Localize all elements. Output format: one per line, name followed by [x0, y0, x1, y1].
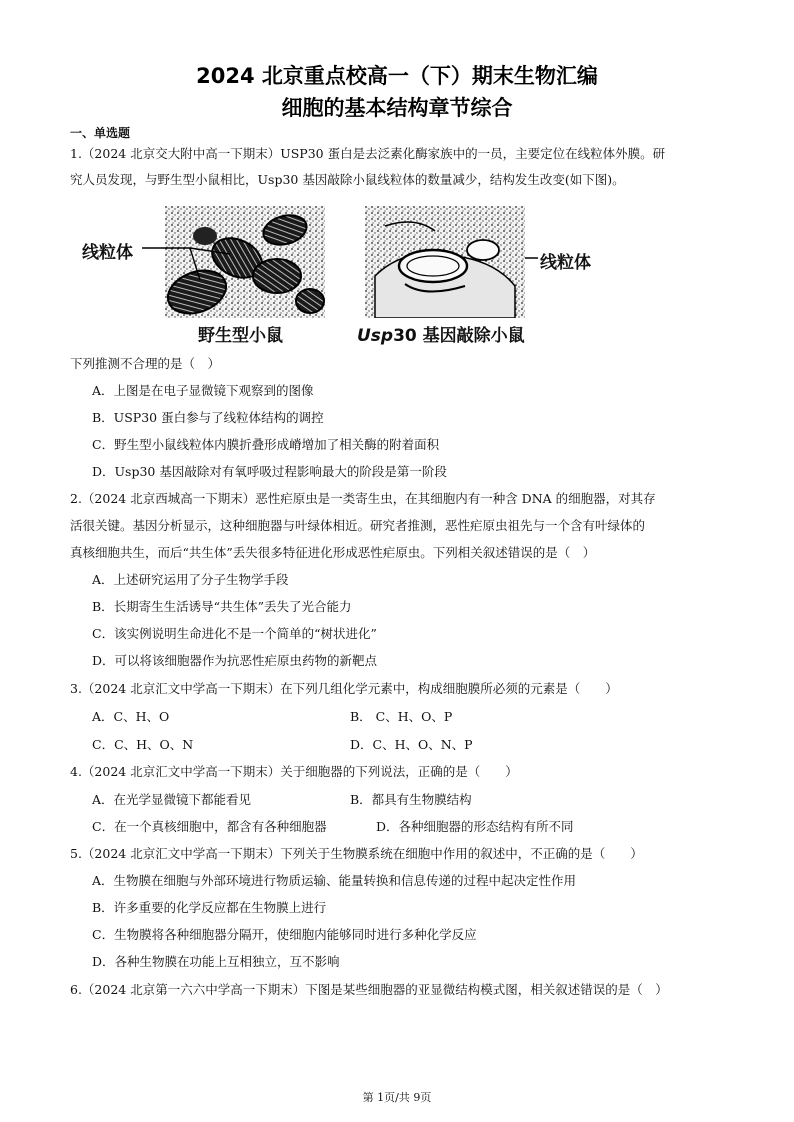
left-mitochondria-label: 线粒体 — [82, 243, 133, 263]
question-5-stem: 5.（2024 北京汇文中学高一下期末）下列关于生物膜系统在细胞中作用的叙述中，不正确的是（ ） — [70, 846, 643, 861]
section-heading: 一、单选题 — [70, 126, 131, 140]
question-1-prompt: 下列推测不合理的是（ ） — [70, 356, 221, 371]
question-4-option-d: D．各种细胞器的形态结构有所不同 — [376, 819, 574, 834]
question-5-option-b: B．许多重要的化学反应都在生物膜上进行 — [92, 900, 327, 915]
question-2-option-a: A．上述研究运用了分子生物学手段 — [92, 572, 289, 587]
question-4-option-b: B．都具有生物膜结构 — [350, 792, 472, 807]
question-1-option-c: C．野生型小鼠线粒体内膜折叠形成嵴增加了相关酶的附着面积 — [92, 437, 440, 452]
knockout-micrograph — [365, 206, 525, 318]
question-1-option-d: D．Usp30 基因敲除对有氧呼吸过程影响最大的阶段是第一阶段 — [92, 464, 447, 479]
question-2-option-d: D．可以将该细胞器作为抗恶性疟原虫药物的新靶点 — [92, 653, 378, 668]
question-5-option-c: C．生物膜将各种细胞器分隔开，使细胞内能够同时进行多种化学反应 — [92, 927, 477, 942]
document-title: 2024 北京重点校高一（下）期末生物汇编 — [196, 64, 598, 88]
question-1-option-b: B．USP30 蛋白参与了线粒体结构的调控 — [92, 410, 324, 425]
question-4-option-c: C．在一个真核细胞中，都含有各种细胞器 — [92, 819, 327, 834]
question-4-stem: 4.（2024 北京汇文中学高一下期末）关于细胞器的下列说法，正确的是（ ） — [70, 764, 518, 779]
question-2-option-b: B．长期寄生生活诱导“共生体”丢失了光合能力 — [92, 599, 352, 614]
question-6-stem: 6.（2024 北京第一六六中学高一下期末）下图是某些细胞器的亚显微结构模式图，相关叙述错误的是（ ） — [70, 982, 668, 997]
question-2-stem-line1: 2.（2024 北京西城高一下期末）恶性疟原虫是一类寄生虫，在其细胞内有一种含 DNA 的细胞器，对其存 — [70, 491, 656, 506]
mitochondria-micrograph-figure — [70, 200, 650, 350]
gene-name-italic: Usp — [357, 326, 394, 346]
right-mitochondria-label: 线粒体 — [540, 253, 591, 273]
knockout-caption — [357, 321, 525, 346]
question-5-option-d: D．各种生物膜在功能上互相独立，互不影响 — [92, 954, 340, 969]
question-2-stem-line2: 活很关键。基因分析显示，这种细胞器与叶绿体相近。研究者推测，恶性疟原虫祖先与一个含有叶绿体的 — [70, 518, 646, 533]
question-3-option-c: C．C、H、O、N — [92, 737, 194, 752]
question-2-option-c: C．该实例说明生命进化不是一个简单的“树状进化” — [92, 626, 377, 641]
document-subtitle: 细胞的基本结构章节综合 — [281, 96, 513, 120]
question-1-stem-line2: 究人员发现，与野生型小鼠相比，Usp30 基因敲除小鼠线粒体的数量减少，结构发生改变(如下图)。 — [70, 172, 625, 187]
page-number-footer: 第 1页/共 9页 — [362, 1091, 432, 1104]
question-3-option-d: D．C、H、O、N、P — [350, 737, 473, 752]
question-5-option-a: A．生物膜在细胞与外部环境进行物质运输、能量转换和信息传递的过程中起决定性作用 — [92, 873, 577, 888]
question-3-option-b: B． C、H、O、P — [350, 709, 453, 724]
question-1-option-a: A．上图是在电子显微镜下观察到的图像 — [92, 383, 314, 398]
question-4-option-a: A．在光学显微镜下都能看见 — [92, 792, 252, 807]
question-1-stem-line1: 1.（2024 北京交大附中高一下期末）USP30 蛋白是去泛素化酶家族中的一员，主要定位在线粒体外膜。研 — [70, 146, 666, 161]
question-3-stem: 3.（2024 北京汇文中学高一下期末）在下列几组化学元素中，构成细胞膜所必须的元素是（ ） — [70, 681, 618, 696]
question-2-stem-line3: 真核细胞共生，而后“共生体”丢失很多特征进化形成恶性疟原虫。下列相关叙述错误的是（ ） — [70, 545, 596, 560]
question-3-option-a: A．C、H、O — [92, 709, 170, 724]
wild-type-caption: 野生型小鼠 — [198, 326, 283, 346]
knockout-caption-rest: 30 基因敲除小鼠 — [393, 326, 525, 346]
